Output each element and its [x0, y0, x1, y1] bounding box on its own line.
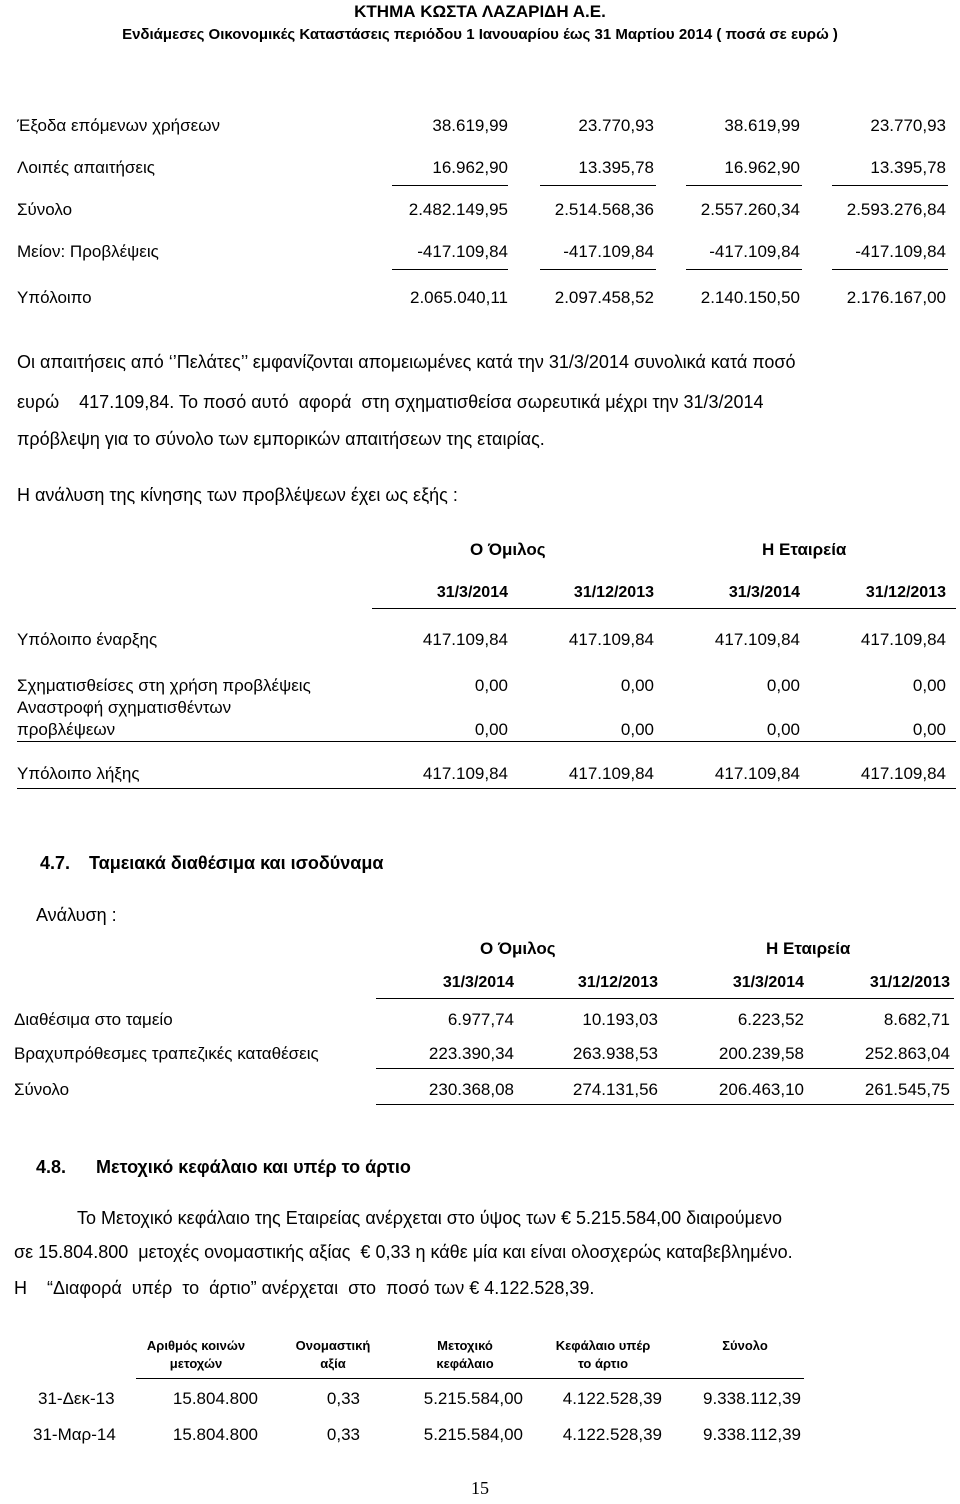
- cash-value: 6.977,74: [447, 1010, 514, 1029]
- receivables-label-1: Λοιπές απαιτήσεις: [17, 158, 155, 177]
- column-header: [540, 1337, 666, 1373]
- underline: [832, 185, 948, 186]
- cash-value: 8.682,71: [883, 1010, 950, 1029]
- share-row-date: 31-Μαρ-14: [33, 1425, 116, 1444]
- share-value: 5.215.584,00: [423, 1389, 523, 1408]
- receivables-value: 2.557.260,34: [700, 200, 800, 219]
- capital-text: σε 15.804.800 μετοχές ονομαστικής αξίας: [14, 1242, 351, 1262]
- share-value: 5.215.584,00: [423, 1425, 523, 1444]
- receivables-value: 16.962,90: [432, 158, 508, 177]
- capital-paragraph-line: [14, 1242, 793, 1263]
- cash-value: 274.131,56: [572, 1080, 658, 1099]
- column-header-line: αξία: [320, 1356, 346, 1371]
- receivables-value: -417.109,84: [417, 242, 508, 261]
- cash-label: Σύνολο: [14, 1080, 70, 1099]
- date-header: 31/3/2014: [442, 974, 514, 991]
- provisions-value: 0,00: [620, 720, 654, 739]
- provisions-value: 417.109,84: [860, 630, 946, 649]
- receivables-value: -417.109,84: [855, 242, 946, 261]
- receivables-value: 23.770,93: [870, 116, 946, 135]
- receivables-value: -417.109,84: [709, 242, 800, 261]
- euro-icon: €: [360, 1242, 371, 1262]
- receivables-value: 16.962,90: [724, 158, 800, 177]
- group-header: Ο Όμιλος: [470, 540, 546, 559]
- date-header: 31/3/2014: [436, 584, 508, 601]
- cash-value: 6.223,52: [737, 1010, 804, 1029]
- section-title: Ταμειακά διαθέσιμα και ισοδύναμα: [89, 853, 384, 873]
- column-header: [410, 1337, 520, 1373]
- share-value: 9.338.112,39: [703, 1425, 801, 1444]
- share-value: 4.122.528,39: [562, 1389, 662, 1408]
- column-header-line: μετοχών: [169, 1356, 223, 1371]
- share-value: 0,33: [326, 1425, 360, 1444]
- provisions-value: 417.109,84: [568, 764, 654, 783]
- underline: [392, 185, 508, 186]
- column-header: [136, 1337, 256, 1373]
- receivables-value: 13.395,78: [870, 158, 946, 177]
- share-row-date: 31-Δεκ-13: [38, 1389, 115, 1408]
- date-header: 31/12/2013: [869, 974, 950, 991]
- provisions-value: 0,00: [474, 676, 508, 695]
- underline: [832, 269, 948, 270]
- receivables-value: 2.514.568,36: [554, 200, 654, 219]
- receivables-value: 2.482.149,95: [408, 200, 508, 219]
- column-header: [690, 1337, 800, 1355]
- provisions-value: 417.109,84: [422, 630, 508, 649]
- column-header: [278, 1337, 388, 1373]
- receivables-value: 2.593.276,84: [846, 200, 946, 219]
- section-number: 4.7.: [40, 853, 71, 873]
- section-title: Μετοχικό κεφάλαιο και υπέρ το άρτιο: [96, 1157, 411, 1177]
- underline: [392, 269, 508, 270]
- provisions-value: 0,00: [766, 676, 800, 695]
- header-rule: [372, 608, 956, 609]
- euro-icon: €: [469, 1278, 480, 1298]
- underline: [686, 269, 802, 270]
- report-subtitle: Ενδιάμεσες Οικονομικές Καταστάσεις περιόδου 1 Ιανουαρίου έως 31 Μαρτίου 2014 ( ποσά σε ευρώ ): [122, 26, 838, 43]
- provisions-value: 417.109,84: [714, 764, 800, 783]
- receivables-value: 38.619,99: [432, 116, 508, 135]
- column-header-line: κεφάλαιο: [436, 1356, 494, 1371]
- provisions-label: Σχηματισθείσες στη χρήση προβλέψεις: [17, 676, 311, 695]
- provisions-value: 0,00: [912, 676, 946, 695]
- receivables-value: 2.097.458,52: [554, 288, 654, 307]
- capital-text: Το Μετοχικό κεφάλαιο της Εταιρείας ανέρχεται στο ύψος των: [77, 1208, 556, 1228]
- share-value: 9.338.112,39: [703, 1389, 801, 1408]
- share-value: 4.122.528,39: [562, 1425, 662, 1444]
- receivables-label-0: Έξοδα επόμενων χρήσεων: [17, 116, 220, 135]
- total-rule: [17, 788, 956, 789]
- date-header: 31/12/2013: [577, 974, 658, 991]
- provisions-label: Υπόλοιπο λήξης: [17, 764, 140, 783]
- column-header-line: Σύνολο: [722, 1338, 768, 1353]
- receivables-value: 38.619,99: [724, 116, 800, 135]
- receivables-label-3: Μείον: Προβλέψεις: [17, 242, 159, 261]
- cash-value: 230.368,08: [428, 1080, 514, 1099]
- provisions-label: Αναστροφή σχηματισθέντων: [17, 698, 232, 717]
- header-rule: [376, 998, 954, 999]
- underline: [540, 185, 656, 186]
- share-value: 0,33: [326, 1389, 360, 1408]
- receivables-label-4: Υπόλοιπο: [17, 288, 92, 307]
- provisions-value: 0,00: [474, 720, 508, 739]
- column-header-line: Αριθμός κοινών: [146, 1338, 246, 1353]
- total-rule: [376, 1068, 954, 1069]
- cash-label: Διαθέσιμα στο ταμείο: [14, 1010, 173, 1029]
- company-title: ΚΤΗΜΑ ΚΩΣΤΑ ΛΑΖΑΡΙΔΗ Α.Ε.: [354, 2, 606, 21]
- company-header: Η Εταιρεία: [762, 540, 847, 559]
- receivables-value: 13.395,78: [578, 158, 654, 177]
- share-value: 15.804.800: [172, 1389, 258, 1408]
- provisions-value: 417.109,84: [860, 764, 946, 783]
- provisions-value: 0,00: [766, 720, 800, 739]
- capital-text: Η “Διαφορά υπέρ το άρτιο” ανέρχεται στο ποσό των: [14, 1278, 465, 1298]
- provisions-value: 0,00: [912, 720, 946, 739]
- date-header: 31/12/2013: [865, 584, 946, 601]
- cash-value: 10.193,03: [582, 1010, 658, 1029]
- header-rule: [136, 1378, 804, 1379]
- paragraph-line: Η ανάλυση της κίνησης των προβλέψεων έχει ως εξής :: [17, 485, 458, 505]
- paragraph-line: ευρώ 417.109,84. Το ποσό αυτό αφορά στη σχηματισθείσα σωρευτικά μέχρι την 31/3/2014: [17, 392, 764, 412]
- share-value: 15.804.800: [172, 1425, 258, 1444]
- receivables-value: 23.770,93: [578, 116, 654, 135]
- provisions-value: 417.109,84: [714, 630, 800, 649]
- column-header-line: Μετοχικό: [437, 1338, 493, 1353]
- provisions-value: 0,00: [620, 676, 654, 695]
- cash-value: 252.863,04: [864, 1044, 950, 1063]
- column-header-line: Ονομαστική: [295, 1338, 371, 1353]
- underline: [540, 269, 656, 270]
- column-header-line: Κεφάλαιο υπέρ: [555, 1338, 651, 1353]
- date-header: 31/3/2014: [728, 584, 800, 601]
- paragraph-line: Οι απαιτήσεις από ‘’Πελάτες’’ εμφανίζονται απομειωμένες κατά την 31/3/2014 συνολικά κατά ποσό: [17, 352, 796, 372]
- group-header: Ο Όμιλος: [480, 939, 556, 958]
- cash-value: 200.239,58: [718, 1044, 804, 1063]
- receivables-value: 2.140.150,50: [700, 288, 800, 307]
- analysis-label: Ανάλυση :: [36, 905, 117, 925]
- total-rule: [17, 741, 956, 742]
- provisions-label: Υπόλοιπο έναρξης: [17, 630, 158, 649]
- capital-text: 5.215.584,00 διαιρούμενο: [576, 1208, 783, 1228]
- capital-text: 0,33 η κάθε μία και είναι ολοσχερώς καταβεβλημένο.: [375, 1242, 793, 1262]
- cash-value: 223.390,34: [428, 1044, 514, 1063]
- capital-paragraph-line: [14, 1278, 594, 1299]
- provisions-label: προβλέψεων: [17, 720, 116, 739]
- receivables-label-2: Σύνολο: [17, 200, 73, 219]
- column-header-line: το άρτιο: [577, 1356, 629, 1371]
- cash-value: 263.938,53: [572, 1044, 658, 1063]
- cash-value: 261.545,75: [864, 1080, 950, 1099]
- capital-paragraph-line: [77, 1208, 782, 1229]
- receivables-value: 2.065.040,11: [410, 288, 508, 307]
- euro-icon: €: [561, 1208, 572, 1228]
- receivables-value: -417.109,84: [563, 242, 654, 261]
- cash-value: 206.463,10: [718, 1080, 804, 1099]
- date-header: 31/3/2014: [732, 974, 804, 991]
- company-header: Η Εταιρεία: [766, 939, 851, 958]
- paragraph-line: πρόβλεψη για το σύνολο των εμπορικών απαιτήσεων της εταιρίας.: [17, 429, 545, 449]
- total-rule: [376, 1104, 954, 1105]
- date-header: 31/12/2013: [573, 584, 654, 601]
- capital-text: 4.122.528,39.: [484, 1278, 595, 1298]
- provisions-value: 417.109,84: [568, 630, 654, 649]
- page-number: 15: [471, 1478, 489, 1498]
- provisions-value: 417.109,84: [422, 764, 508, 783]
- section-number: 4.8.: [36, 1157, 67, 1177]
- receivables-value: 2.176.167,00: [846, 288, 946, 307]
- underline: [686, 185, 802, 186]
- cash-label: Βραχυπρόθεσμες τραπεζικές καταθέσεις: [14, 1044, 319, 1063]
